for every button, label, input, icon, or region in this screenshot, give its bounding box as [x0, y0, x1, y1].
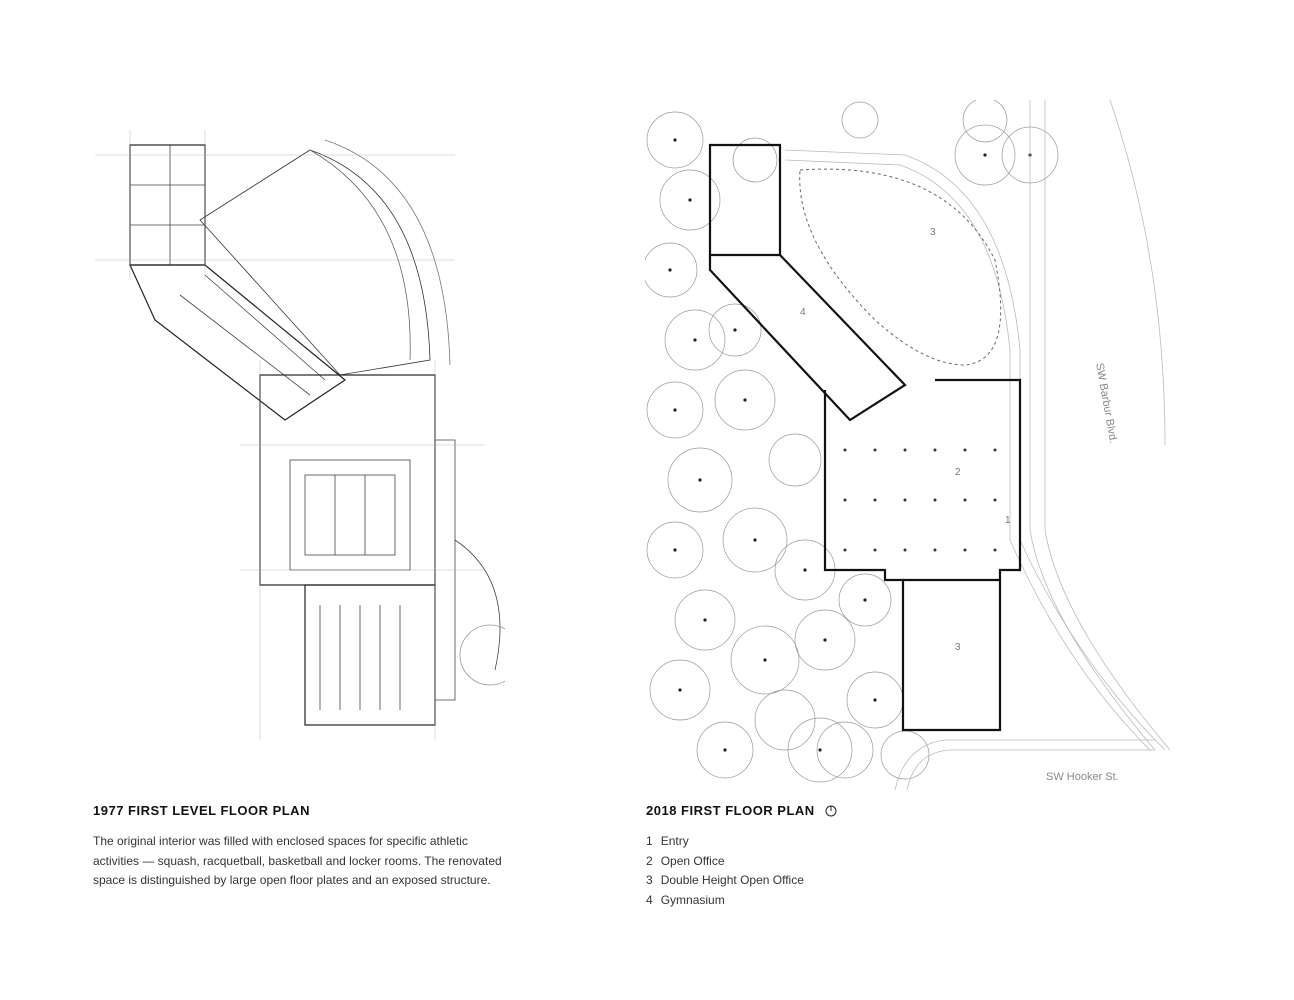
caption-2018: [646, 803, 1066, 910]
room-number-3-upper: 3: [930, 227, 936, 238]
street-label-hooker: SW Hooker St.: [1046, 771, 1119, 783]
title-1977: 1977 FIRST LEVEL FLOOR PLAN: [93, 803, 310, 818]
title-2018-row: [646, 803, 1066, 818]
legend-label: Entry: [660, 834, 689, 848]
floor-plan-2018: [645, 100, 1205, 790]
caption-1977: [93, 803, 513, 891]
legend-item: [646, 871, 1066, 891]
title-2018: 2018 FIRST FLOOR PLAN: [646, 803, 815, 818]
description-1977: The original interior was filled with enclosed spaces for specific athletic activities — squash, racquetball, basketball and locker rooms. The renovated space is distinguished by large open floor plates and an exposed structure.: [93, 834, 502, 887]
legend-list: [646, 832, 1066, 910]
legend-number: 2: [646, 853, 653, 868]
legend-label: Gymnasium: [660, 892, 725, 907]
legend-item: [646, 891, 1066, 911]
legend-label: Open Office: [660, 853, 725, 868]
legend-item: [646, 832, 1066, 852]
street-label-barbur: SW Barbur Blvd.: [1093, 362, 1120, 445]
room-number-1: 1: [1005, 515, 1011, 526]
room-number-3-lower: 3: [955, 642, 961, 653]
legend-number: 1: [646, 834, 653, 848]
room-number-2: 2: [955, 467, 961, 478]
legend-number: 3: [646, 873, 653, 887]
legend-label: Double Height Open Office: [660, 873, 804, 887]
floor-plan-1977: [95, 110, 505, 740]
legend-number: 4: [646, 892, 653, 907]
north-arrow-icon: [825, 805, 837, 817]
room-number-4: 4: [800, 307, 806, 318]
legend-item: [646, 852, 1066, 872]
